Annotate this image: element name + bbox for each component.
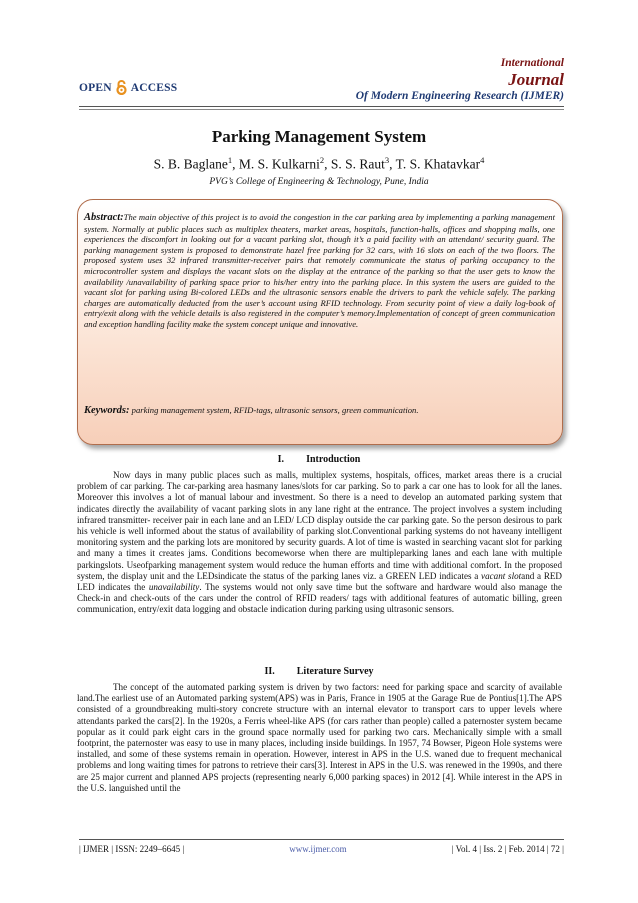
author-name: T. S. Khatavkar	[395, 156, 481, 172]
abstract	[84, 212, 555, 330]
journal-title-block	[356, 57, 564, 103]
footer-volume: | Vol. 4 | Iss. 2 | Feb. 2014 | 72 |	[451, 844, 564, 854]
footer-url-link[interactable]: www.ijmer.com	[289, 844, 347, 854]
author-sup: 1	[227, 155, 233, 165]
literature-paragraph	[77, 682, 562, 794]
open-access-right-text: ACCESS	[130, 81, 178, 94]
author-name: S. S. Raut	[330, 156, 385, 172]
page-footer	[79, 844, 564, 854]
paper-title: Parking Management System	[211, 127, 427, 146]
header-rule-thin	[79, 109, 564, 110]
header-rule	[79, 106, 564, 107]
footer-rule	[79, 839, 564, 840]
journal-line-name: Of Modern Engineering Research (IJMER)	[355, 90, 564, 102]
section-heading-literature-survey	[0, 666, 638, 677]
paragraph-text: and a RED LED indicates the	[77, 570, 563, 593]
paragraph-text: The concept of the automated parking system is driven by two factors: need for parking space and scarcity of available land.The earliest use of an Automated parking system(APS) was in Paris, France in 1905 at the Garage Rue de Pontius[1].The APS consisted of a groundbreaking multi-story concrete structure with an internal elevator to transport cars to upper levels where attendants parked the cars[2]. In the 1920s, a Ferris wheel-like APS (for cars rather than people) called a paternoster system became popular as it could park eight cars in the ground space normally used for parking two cars. Mechanically simple with a small footprint, the paternoster was easy to use in many places, including inside buildings. In 1957, 74 Bowser, Pigeon Hole systems were installed, and some of these systems remain in operation. However, interest in APS in the U.S. waned due to frequent mechanical problems and long waiting times for patrons to retrieve their cars[3]. Interest in APS in the U.S. was renewed in the 1990s, and there are 25 major current and planned APS projects (representing nearly 6,000 parking spaces) in 2012 [4]. While interest in the APS in the U.S. languished until the	[77, 682, 562, 793]
keywords-label: Keywords:	[84, 405, 130, 416]
section-title: Literature Survey	[296, 666, 374, 677]
affiliation: PVG’s College of Engineering & Technology, Pune, India	[209, 177, 429, 187]
journal-header	[0, 0, 638, 112]
abstract-text: The main objective of this project is to avoid the congestion in the car parking area by implementing a parking management system. Normally at public places such as multiplex theaters, market areas, hospitals, function-halls, offices and shopping malls, one experiences the discomfort in looking out for a vacant parking slot, though it’s a paid facility with an attendant/ security guard. The parking management system is proposed to demonstrate hazel free parking for 32 cars, with 16 slots on each of the two floors. The proposed system uses 32 infrared transmitter-receiver pairs that remotely communicate the status of parking occupancy to the microcontroller system and displays the vacant slots on the display at the entrance of the parking so that the user gets to know the availability /unavailability of parking space prior to his/her entry into the parking place. In this system the users are guided to the vacant slot for parking using Bi-colored LEDs and the ultrasonic sensors enable the drivers to park the vehicle safely. The parking charges are automatically deducted from the user’s account using RFID technology. From security point of view a daily log-book of entry/exit along with the vehicle details is also registered in the computer’s memory.Implementation of concept of green communication and exception handling facility make the system concept unique and innovative.	[84, 212, 555, 329]
keywords-text: parking management system, RFID-tags, ultrasonic sensors, green communication.	[131, 405, 419, 415]
section-title: Introduction	[306, 454, 361, 465]
paragraph-text: . The systems would not only save time but the software and hardware would also manage the Check-in and check-outs of the cars under the control of RFID readers/ tags with additional features of automatic billing, green communication, entry/exit data logging and obstacle indication during parking using ultrasonic sensors.	[77, 582, 563, 615]
author-sup: 2	[319, 155, 325, 165]
abstract-box	[77, 199, 563, 445]
author-name: M. S. Kulkarni	[238, 156, 320, 172]
section-number: II.	[264, 666, 275, 677]
emphasis-text: vacant slot	[481, 570, 522, 581]
author-sup: 4	[480, 155, 485, 165]
author-name: S. B. Baglane	[153, 156, 228, 172]
section-number: I.	[277, 454, 285, 465]
author-sup: 3	[384, 155, 390, 165]
section-heading-introduction	[0, 454, 638, 465]
footer-issn: | IJMER | ISSN: 2249–6645 |	[79, 844, 185, 854]
abstract-label: Abstract:	[84, 212, 124, 223]
open-access-left-text: OPEN	[79, 81, 112, 94]
open-lock-icon	[115, 80, 128, 95]
paragraph-text: Now days in many public places such as malls, multiplex systems, hospitals, offices, market areas there is a crucial problem of car parking. The car-parking area hasmany lanes/slots for car parking. So to park a car one has to look for all the lanes. Moreover this involves a lot of manual labour and investment. So there is a need to develop an automated parking system that indicates directly the availability of vacant parking slots in any lane right at the entrance. The project involves a system including infrared transmitter- receiver pair in each lane and an LED/ LCD display outside the car parking gate. So the person desirous to park his vehicle is well informed about the status of availability of parking slot.Conventional parking systems do not haveany intelligent monitoring system and the parking lots are monitored by security guards. A lot of time is wasted in searching vacant slot for parking and many a times it creates jams. Conditions becomeworse when there are multipleparking lanes and each lane with multiple parkingslots. Useofparking management system would reduce the human efforts and time with additional comfort. In the proposed system, the display unit and the LEDsindicate the status of the parking lanes viz. a GREEN LED indicates a	[77, 470, 562, 581]
introduction-paragraph	[77, 470, 562, 616]
journal-line-international: International	[500, 57, 564, 69]
journal-line-journal: Journal	[508, 70, 564, 89]
emphasis-text: unavailability	[148, 582, 200, 593]
author-list: S. B. Baglane$^1$, M. S. Kulkarni$^2$, S. S. Raut$^3$, T. S. Khatavkar$^4$	[153, 155, 485, 172]
keywords	[84, 405, 555, 416]
open-access-logo	[79, 80, 177, 95]
